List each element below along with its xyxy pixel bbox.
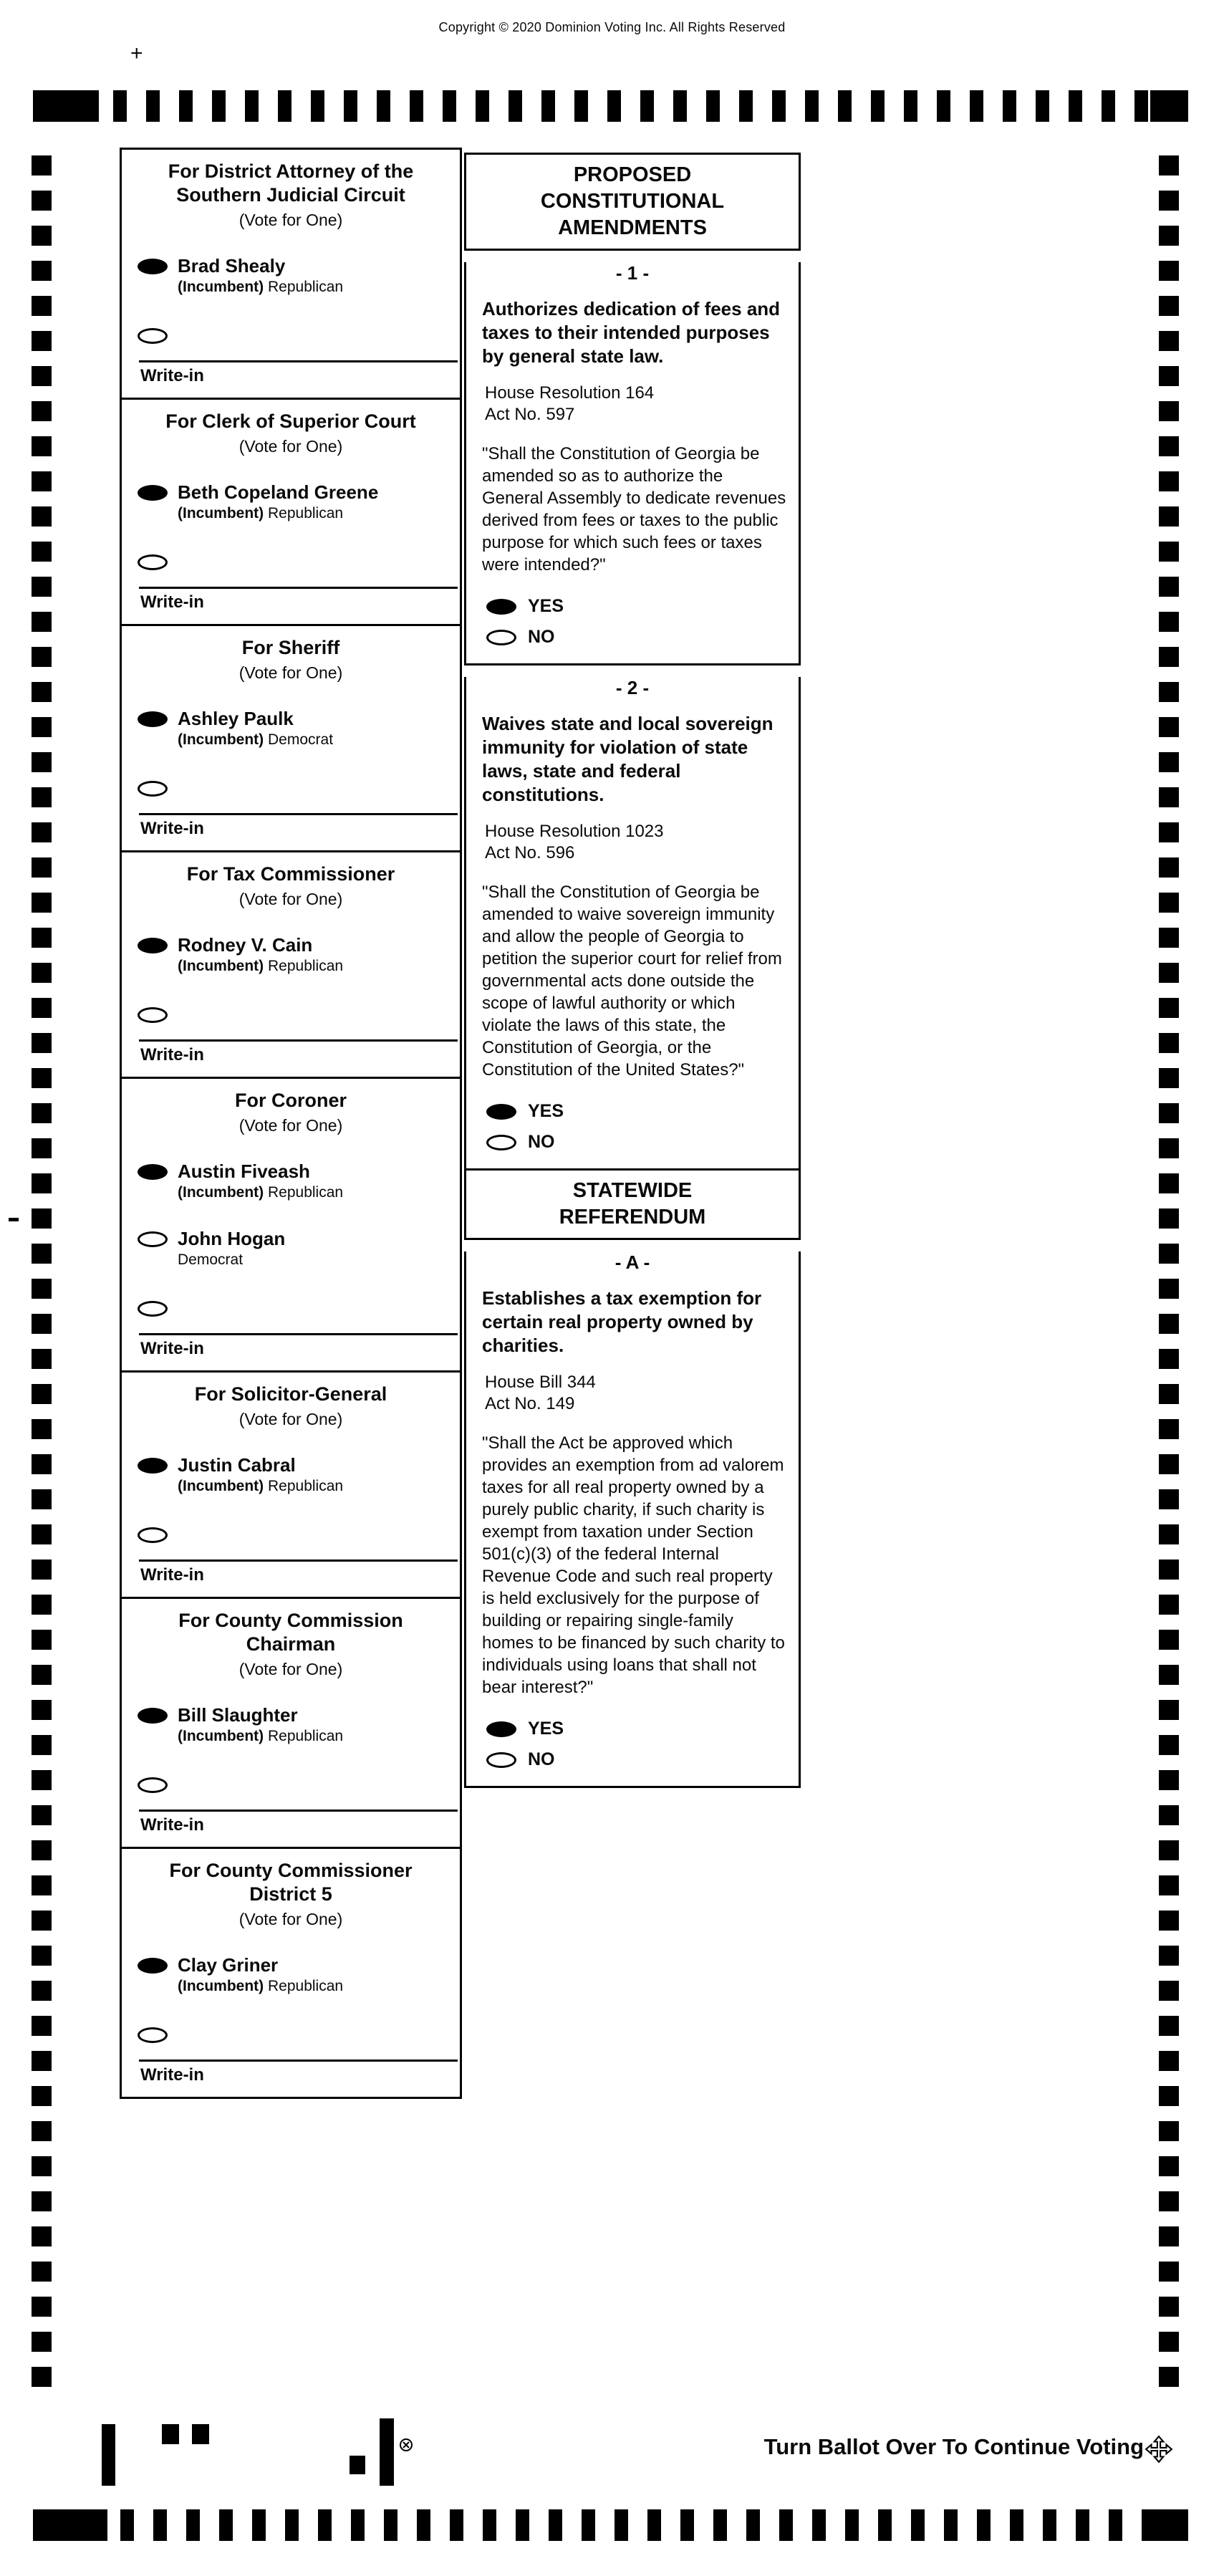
candidate-info xyxy=(178,1454,343,1496)
contest-title-line: For Sheriff xyxy=(241,637,340,658)
measure-number: - 2 - xyxy=(615,677,650,698)
contest-title-line: Chairman xyxy=(246,1633,336,1655)
timing-marks-bottom xyxy=(33,2509,1188,2541)
vote-oval[interactable] xyxy=(138,1458,168,1474)
contest-title-line: For Tax Commissioner xyxy=(186,863,395,885)
candidate-info xyxy=(178,481,378,523)
registration-plus-mark: + xyxy=(130,42,143,65)
candidate-detail xyxy=(178,1977,343,1996)
write-in-line[interactable] xyxy=(139,360,458,362)
candidate-party: Republican xyxy=(268,1478,344,1494)
write-in-oval[interactable] xyxy=(138,554,168,570)
write-in-oval[interactable] xyxy=(138,1301,168,1317)
contest-sheriff xyxy=(120,626,462,852)
candidate-qualifier: (Incumbent) xyxy=(178,279,264,295)
write-in-oval[interactable] xyxy=(138,2027,168,2043)
write-in-label: Write-in xyxy=(140,1339,204,1358)
vote-oval[interactable] xyxy=(138,711,168,727)
measure-ref-line: House Bill 344 xyxy=(485,1373,596,1392)
no-row xyxy=(466,1132,799,1153)
write-in-area[interactable] xyxy=(122,1039,460,1065)
amendments-header-line: AMENDMENTS xyxy=(558,216,707,239)
yes-row xyxy=(466,596,799,617)
candidate-info xyxy=(178,1160,343,1202)
candidate-qualifier: (Incumbent) xyxy=(178,1184,264,1201)
turn-ballot-over-instruction: Turn Ballot Over To Continue Voting xyxy=(763,2434,1144,2459)
candidate-name: Bill Slaughter xyxy=(178,1704,298,1726)
measure-ref-line: Act No. 596 xyxy=(485,843,575,862)
write-in-oval[interactable] xyxy=(138,328,168,344)
vote-oval[interactable] xyxy=(138,1231,168,1247)
contest-instruction: (Vote for One) xyxy=(238,1660,343,1678)
candidate-detail xyxy=(178,278,343,297)
write-in-oval-row xyxy=(122,1527,460,1547)
candidate-name: John Hogan xyxy=(178,1228,286,1249)
candidate-name: Rodney V. Cain xyxy=(178,934,313,956)
contest-title xyxy=(122,160,460,231)
contest-title xyxy=(122,1383,460,1430)
candidate-name: Beth Copeland Greene xyxy=(178,481,379,503)
write-in-oval-row xyxy=(122,328,460,347)
no-label: NO xyxy=(528,1132,555,1152)
candidate-detail xyxy=(178,731,333,749)
write-in-line[interactable] xyxy=(139,1559,458,1562)
candidate-party: Republican xyxy=(268,1728,344,1744)
measure-amendment-2 xyxy=(464,677,801,1171)
no-oval[interactable] xyxy=(486,630,516,645)
write-in-line[interactable] xyxy=(139,1333,458,1335)
contest-column xyxy=(120,148,462,2099)
vote-oval[interactable] xyxy=(138,1164,168,1180)
timing-block xyxy=(33,2509,107,2541)
contest-title xyxy=(122,636,460,683)
contest-title xyxy=(122,1859,460,1930)
candidate-detail xyxy=(178,957,343,976)
candidate-name: Brad Shealy xyxy=(178,255,286,277)
candidate-party: Democrat xyxy=(178,1251,244,1268)
candidate-info xyxy=(178,708,333,749)
candidate-info xyxy=(178,1704,343,1746)
candidate-row xyxy=(122,1704,460,1746)
contest-commissioner-district-5 xyxy=(120,1849,462,2099)
candidate-name: Ashley Paulk xyxy=(178,708,294,729)
candidate-name: Austin Fiveash xyxy=(178,1160,310,1182)
candidate-qualifier: (Incumbent) xyxy=(178,731,264,748)
measure-ref-line: House Resolution 164 xyxy=(485,383,655,403)
candidate-detail xyxy=(178,1183,343,1202)
contest-title-line: For County Commission xyxy=(178,1610,403,1631)
candidate-name: Justin Cabral xyxy=(178,1454,296,1476)
no-row xyxy=(466,627,799,648)
timing-block xyxy=(33,90,99,122)
yes-row xyxy=(466,1719,799,1739)
contest-title xyxy=(122,410,460,457)
no-label: NO xyxy=(528,627,555,647)
measure-summary: Authorizes dedication of fees and taxes to their intended purposes by general state law. xyxy=(482,298,781,367)
ballot-id-mark xyxy=(162,2424,179,2444)
ballot-id-mark xyxy=(350,2456,365,2474)
no-row xyxy=(466,1749,799,1770)
timing-block xyxy=(1150,2509,1188,2541)
write-in-line[interactable] xyxy=(139,1039,458,1042)
yes-label: YES xyxy=(528,596,564,616)
contest-title-line: For District Attorney of the xyxy=(168,160,414,182)
write-in-oval-row xyxy=(122,2027,460,2047)
candidate-detail xyxy=(178,504,378,523)
measure-references xyxy=(485,383,787,426)
circled-x-mark xyxy=(398,2437,414,2453)
candidate-detail xyxy=(178,1251,285,1269)
candidate-info xyxy=(178,1228,285,1269)
contest-commission-chairman xyxy=(120,1599,462,1849)
candidate-row xyxy=(122,481,460,523)
write-in-line[interactable] xyxy=(139,587,458,589)
measure-summary: Establishes a tax exemption for certain real property owned by charities. xyxy=(482,1287,762,1356)
timing-marks-right xyxy=(1159,155,1179,2402)
candidate-detail xyxy=(178,1727,343,1746)
move-crosshair-icon xyxy=(1144,2434,1174,2464)
measure-summary: Waives state and local sovereign immunity for violation of state laws, state and federal constitutions. xyxy=(482,713,774,805)
contest-solicitor-general xyxy=(120,1373,462,1599)
amendments-header-line: PROPOSED xyxy=(573,163,692,186)
candidate-row xyxy=(122,934,460,976)
write-in-oval-row xyxy=(122,1007,460,1027)
vote-oval[interactable] xyxy=(138,485,168,501)
write-in-area[interactable] xyxy=(122,1333,460,1359)
candidate-party: Republican xyxy=(268,1184,344,1201)
contest-title xyxy=(122,1089,460,1136)
candidate-qualifier: (Incumbent) xyxy=(178,1478,264,1494)
write-in-area[interactable] xyxy=(122,587,460,612)
candidate-qualifier: (Incumbent) xyxy=(178,958,264,974)
write-in-label: Write-in xyxy=(140,819,204,838)
referendum-header xyxy=(464,1171,801,1240)
write-in-oval[interactable] xyxy=(138,1007,168,1023)
write-in-oval[interactable] xyxy=(138,1777,168,1793)
write-in-area[interactable] xyxy=(122,1810,460,1835)
referendum-header-line: REFERENDUM xyxy=(559,1206,706,1229)
contest-title xyxy=(122,1609,460,1680)
measure-references xyxy=(485,821,787,864)
measure-ref-line: House Resolution 1023 xyxy=(485,822,664,841)
vote-oval[interactable] xyxy=(138,259,168,274)
measure-question: "Shall the Constitution of Georgia be amended to waive sovereign immunity and allow the people of Georgia to petition the superior court for relief from governmental acts done outside the scope of lawful authority or which violate the laws of this state, the Constitution of Georgia, or the Constitution of the United States?" xyxy=(482,883,782,1080)
vote-oval[interactable] xyxy=(138,1958,168,1974)
yes-label: YES xyxy=(528,1101,564,1121)
measure-ref-line: Act No. 149 xyxy=(485,1394,575,1413)
amendments-header-line: CONSTITUTIONAL xyxy=(540,190,725,213)
vote-oval[interactable] xyxy=(138,938,168,953)
write-in-area[interactable] xyxy=(122,2060,460,2085)
ballot-id-mark xyxy=(380,2418,394,2486)
measure-column xyxy=(464,153,801,1788)
yes-oval[interactable] xyxy=(486,1104,516,1120)
measure-ref-line: Act No. 597 xyxy=(485,405,575,424)
contest-instruction: (Vote for One) xyxy=(238,1910,343,1928)
write-in-oval-row xyxy=(122,781,460,800)
no-oval[interactable] xyxy=(486,1752,516,1768)
contest-instruction: (Vote for One) xyxy=(238,890,343,908)
contest-instruction: (Vote for One) xyxy=(238,437,343,456)
contest-district-attorney xyxy=(120,148,462,400)
timing-marks-left xyxy=(32,155,52,2402)
copyright-line: Copyright © 2020 Dominion Voting Inc. All Rights Reserved xyxy=(438,20,786,34)
timing-bars xyxy=(113,90,1150,122)
vote-oval[interactable] xyxy=(138,1708,168,1724)
candidate-info xyxy=(178,1954,343,1996)
contest-title xyxy=(122,862,460,910)
contest-instruction: (Vote for One) xyxy=(238,1116,343,1135)
candidate-party: Republican xyxy=(268,505,344,522)
candidate-row xyxy=(122,708,460,749)
edge-tick xyxy=(9,1218,19,1221)
ballot-id-mark xyxy=(102,2424,115,2486)
contest-tax-commissioner xyxy=(120,852,462,1079)
write-in-oval-row xyxy=(122,1777,460,1797)
measure-question: "Shall the Constitution of Georgia be amended so as to authorize the General Assembly to dedicate revenues derived from fees or taxes to the public purpose for which such fees or taxes were intended?" xyxy=(482,444,786,575)
measure-number: - 1 - xyxy=(615,262,650,284)
candidate-row xyxy=(122,255,460,297)
candidate-row xyxy=(122,1954,460,1996)
contest-title-line: District 5 xyxy=(249,1883,332,1905)
yes-row xyxy=(466,1101,799,1122)
write-in-area[interactable] xyxy=(122,1559,460,1585)
write-in-label: Write-in xyxy=(140,2065,204,2085)
contest-clerk-superior-court xyxy=(120,400,462,626)
write-in-label: Write-in xyxy=(140,1815,204,1835)
measure-referendum-a xyxy=(464,1251,801,1788)
timing-marks-top xyxy=(33,90,1188,122)
yes-label: YES xyxy=(528,1719,564,1739)
referendum-header-line: STATEWIDE xyxy=(572,1179,693,1202)
write-in-oval-row xyxy=(122,554,460,574)
yes-oval[interactable] xyxy=(486,599,516,615)
write-in-line[interactable] xyxy=(139,2060,458,2062)
candidate-detail xyxy=(178,1477,343,1496)
candidate-party: Republican xyxy=(268,958,344,974)
no-label: NO xyxy=(528,1749,555,1769)
measure-number: - A - xyxy=(615,1251,650,1273)
candidate-row xyxy=(122,1228,460,1269)
candidate-row xyxy=(122,1454,460,1496)
candidate-name: Clay Griner xyxy=(178,1954,279,1976)
write-in-line[interactable] xyxy=(139,1810,458,1812)
write-in-area[interactable] xyxy=(122,813,460,839)
candidate-qualifier: (Incumbent) xyxy=(178,1728,264,1744)
contest-title-line: For Coroner xyxy=(234,1090,347,1111)
measure-question: "Shall the Act be approved which provides an exemption from ad valorem taxes for all real property owned by a purely public charity, if such charity is exempt from taxation under Section 501(c)(3) of the federal Internal Revenue Code and such real property is held exclusively for the purpose of building or repairing single-family homes to be financed by such charity to individuals using loans that shall not bear interest?" xyxy=(482,1433,785,1697)
contest-instruction: (Vote for One) xyxy=(238,1410,343,1428)
candidate-info xyxy=(178,255,343,297)
write-in-area[interactable] xyxy=(122,360,460,386)
contest-title-line: For Clerk of Superior Court xyxy=(165,410,416,432)
contest-instruction: (Vote for One) xyxy=(238,663,343,682)
candidate-party: Republican xyxy=(268,1978,344,1994)
candidate-qualifier: (Incumbent) xyxy=(178,505,264,522)
no-oval[interactable] xyxy=(486,1135,516,1150)
candidate-party: Democrat xyxy=(268,731,334,748)
amendments-header xyxy=(464,153,801,251)
measure-amendment-1 xyxy=(464,262,801,665)
ballot-id-mark xyxy=(192,2424,209,2444)
contest-title-line: For County Commissioner xyxy=(169,1860,413,1881)
candidate-row xyxy=(122,1160,460,1202)
write-in-label: Write-in xyxy=(140,592,204,612)
yes-oval[interactable] xyxy=(486,1721,516,1737)
write-in-label: Write-in xyxy=(140,1045,204,1064)
candidate-info xyxy=(178,934,343,976)
write-in-line[interactable] xyxy=(139,813,458,815)
contest-coroner xyxy=(120,1079,462,1373)
write-in-label: Write-in xyxy=(140,1565,204,1585)
measure-references xyxy=(485,1372,787,1415)
write-in-label: Write-in xyxy=(140,366,204,385)
candidate-qualifier: (Incumbent) xyxy=(178,1978,264,1994)
timing-bars xyxy=(120,2509,1150,2541)
contest-title-line: Southern Judicial Circuit xyxy=(176,184,405,206)
write-in-oval-row xyxy=(122,1301,460,1320)
contest-instruction: (Vote for One) xyxy=(238,211,343,229)
write-in-oval[interactable] xyxy=(138,781,168,797)
write-in-oval[interactable] xyxy=(138,1527,168,1543)
candidate-party: Republican xyxy=(268,279,344,295)
contest-title-line: For Solicitor-General xyxy=(194,1383,387,1405)
timing-block xyxy=(1150,90,1188,122)
